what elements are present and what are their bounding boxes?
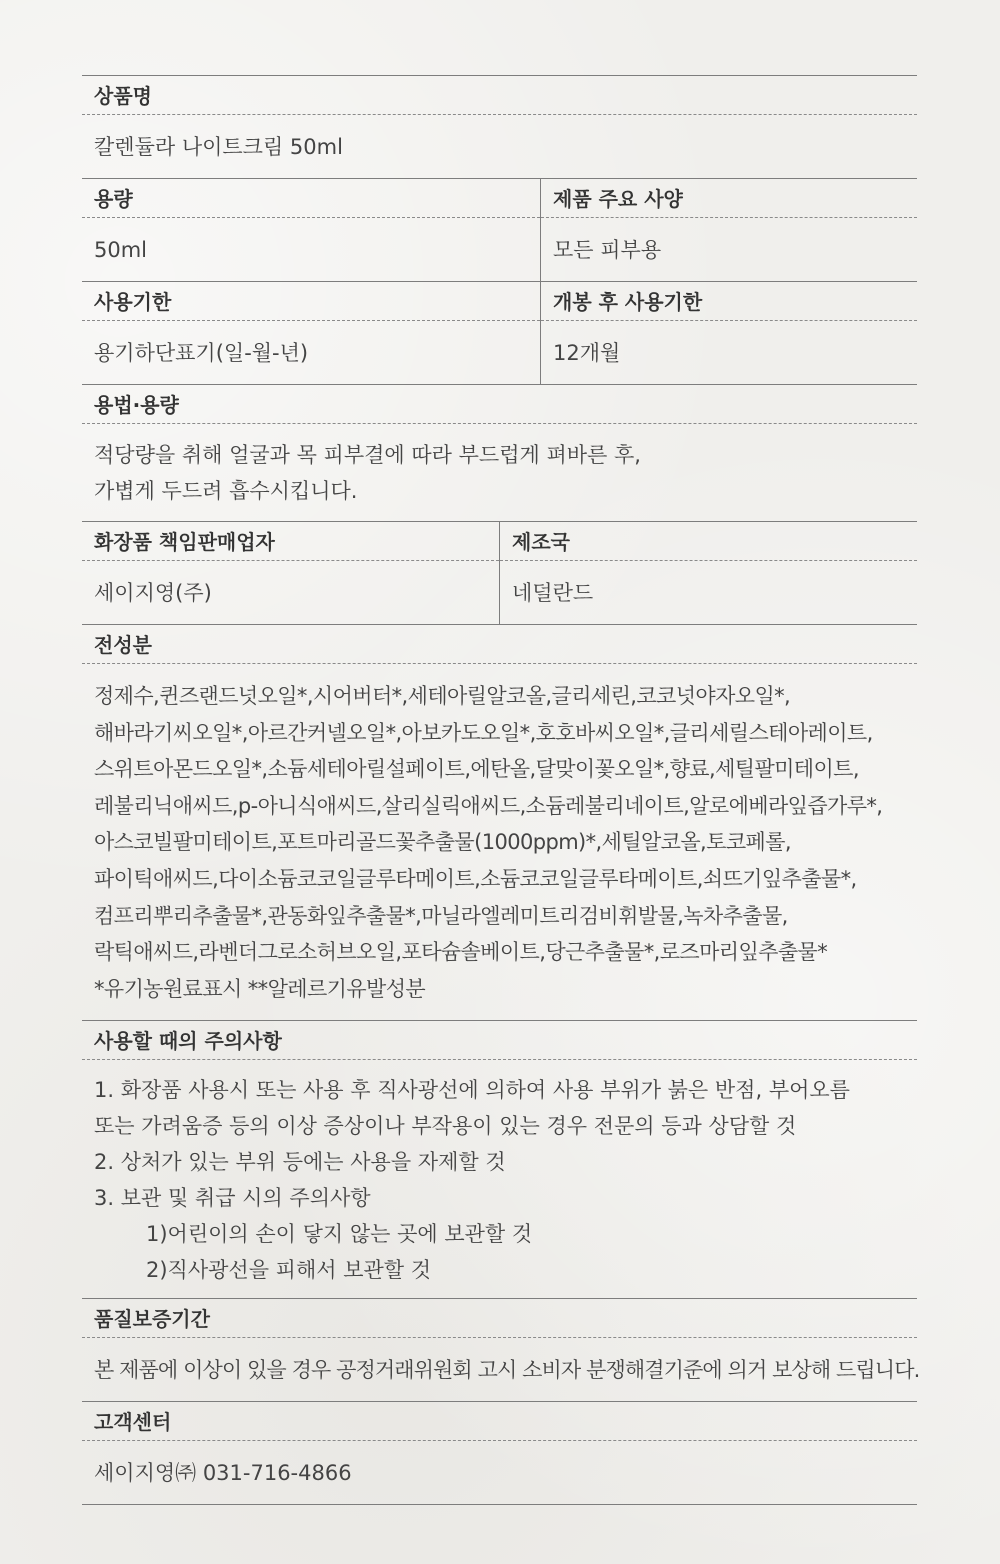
product-info-table bbox=[82, 75, 920, 1505]
ingredients-cell bbox=[82, 625, 917, 1020]
after-opening-cell bbox=[540, 282, 917, 384]
caution-line: 3. 보관 및 취급 시의 주의사항 bbox=[94, 1186, 371, 1211]
expiry-value: 용기하단표기(일-월-년) bbox=[94, 341, 309, 365]
volume-spec-row bbox=[82, 179, 917, 282]
volume-label: 용량 bbox=[82, 179, 540, 218]
seller-label: 화장품 책임판매업자 bbox=[82, 522, 499, 561]
expiry-label: 사용기한 bbox=[82, 282, 540, 321]
usage-line: 가볍게 두드려 흡수시킵니다. bbox=[94, 479, 358, 503]
ingredients-line: 컴프리뿌리추출물*,관동화잎추출물*,마닐라엘레미트리검비휘발물,녹차추출물, bbox=[94, 903, 788, 928]
customer-center-value: 세이지영㈜ 031-716-4866 bbox=[94, 1461, 352, 1486]
usage-text bbox=[82, 424, 917, 521]
quality-label: 품질보증기간 bbox=[82, 1299, 917, 1338]
caution-line: 1. 화장품 사용시 또는 사용 후 직사광선에 의하여 사용 부위가 붉은 반점, 부어오름 bbox=[94, 1078, 850, 1103]
product-name-value: 칼렌듈라 나이트크림 50ml bbox=[94, 135, 343, 159]
ingredients-line: 레불리닉애씨드,p-아니식애씨드,살리실릭애씨드,소듐레불리네이트,알로에베라잎즙가루*, bbox=[94, 793, 883, 818]
seller-value: 세이지영(주) bbox=[94, 581, 212, 605]
quality-value: 본 제품에 이상이 있을 경우 공정거래위원회 고시 소비자 분쟁해결기준에 의거 보상해 드립니다. bbox=[94, 1358, 920, 1383]
customer-center-cell bbox=[82, 1402, 917, 1504]
quality-row bbox=[82, 1299, 920, 1402]
seller-cell bbox=[82, 522, 499, 624]
country-cell bbox=[499, 522, 917, 624]
main-spec-label: 제품 주요 사양 bbox=[541, 179, 917, 218]
ingredients-line: 락틱애씨드,라벤더그로소허브오일,포타슘솔베이트,당근추출물*,로즈마리잎추출물* bbox=[94, 940, 828, 965]
ingredients-line: 파이틱애씨드,다이소듐코코일글루타메이트,소듐코코일글루타메이트,쇠뜨기잎추출물*, bbox=[94, 866, 857, 891]
expiry-cell bbox=[82, 282, 540, 384]
ingredients-line: 아스코빌팔미테이트,포트마리골드꽃추출물(1000ppm)*,세틸알코올,토코페롤, bbox=[94, 830, 791, 855]
ingredients-line: 해바라기씨오일*,아르간커넬오일*,아보카도오일*,호호바씨오일*,글리세릴스테아레이트, bbox=[94, 720, 873, 745]
ingredients-line: 정제수,퀸즈랜드넛오일*,시어버터*,세테아릴알코올,글리세린,코코넛야자오일*, bbox=[94, 684, 791, 708]
customer-center-label: 고객센터 bbox=[82, 1402, 917, 1441]
product-name-label: 상품명 bbox=[82, 76, 917, 115]
volume-value: 50ml bbox=[94, 238, 148, 262]
usage-line: 적당량을 취해 얼굴과 목 피부결에 따라 부드럽게 펴바른 후, bbox=[94, 443, 641, 467]
seller-country-row bbox=[82, 522, 917, 625]
main-spec-cell bbox=[540, 179, 917, 281]
usage-label: 용법·용량 bbox=[82, 385, 917, 424]
product-name-row bbox=[82, 76, 917, 179]
product-name-cell bbox=[82, 76, 917, 178]
cautions-text bbox=[82, 1060, 917, 1298]
cautions-row bbox=[82, 1021, 917, 1299]
volume-cell bbox=[82, 179, 540, 281]
after-opening-label: 개봉 후 사용기한 bbox=[541, 282, 917, 321]
usage-row bbox=[82, 385, 917, 522]
ingredients-line: 스위트아몬드오일*,소듐세테아릴설페이트,에탄올,달맞이꽃오일*,향료,세틸팔미테이트, bbox=[94, 757, 859, 782]
caution-line: 또는 가려움증 등의 이상 증상이나 부작용이 있는 경우 전문의 등과 상담할 것 bbox=[94, 1114, 797, 1139]
ingredients-text bbox=[82, 664, 917, 1020]
cautions-cell bbox=[82, 1021, 917, 1298]
cautions-label: 사용할 때의 주의사항 bbox=[82, 1021, 917, 1060]
usage-cell bbox=[82, 385, 917, 521]
caution-sub-line: 2)직사광선을 피해서 보관할 것 bbox=[146, 1258, 432, 1283]
ingredients-note: *유기농원료표시 **알레르기유발성분 bbox=[94, 976, 426, 1001]
after-opening-value: 12개월 bbox=[553, 341, 621, 365]
main-spec-value: 모든 피부용 bbox=[553, 238, 662, 262]
country-label: 제조국 bbox=[500, 522, 917, 561]
expiry-row bbox=[82, 282, 917, 385]
ingredients-row bbox=[82, 625, 917, 1021]
customer-center-row bbox=[82, 1402, 917, 1505]
caution-line: 2. 상처가 있는 부위 등에는 사용을 자제할 것 bbox=[94, 1150, 506, 1175]
country-value: 네덜란드 bbox=[512, 581, 594, 605]
quality-cell bbox=[82, 1299, 920, 1401]
caution-sub-line: 1)어린이의 손이 닿지 않는 곳에 보관할 것 bbox=[146, 1222, 533, 1247]
ingredients-label: 전성분 bbox=[82, 625, 917, 664]
